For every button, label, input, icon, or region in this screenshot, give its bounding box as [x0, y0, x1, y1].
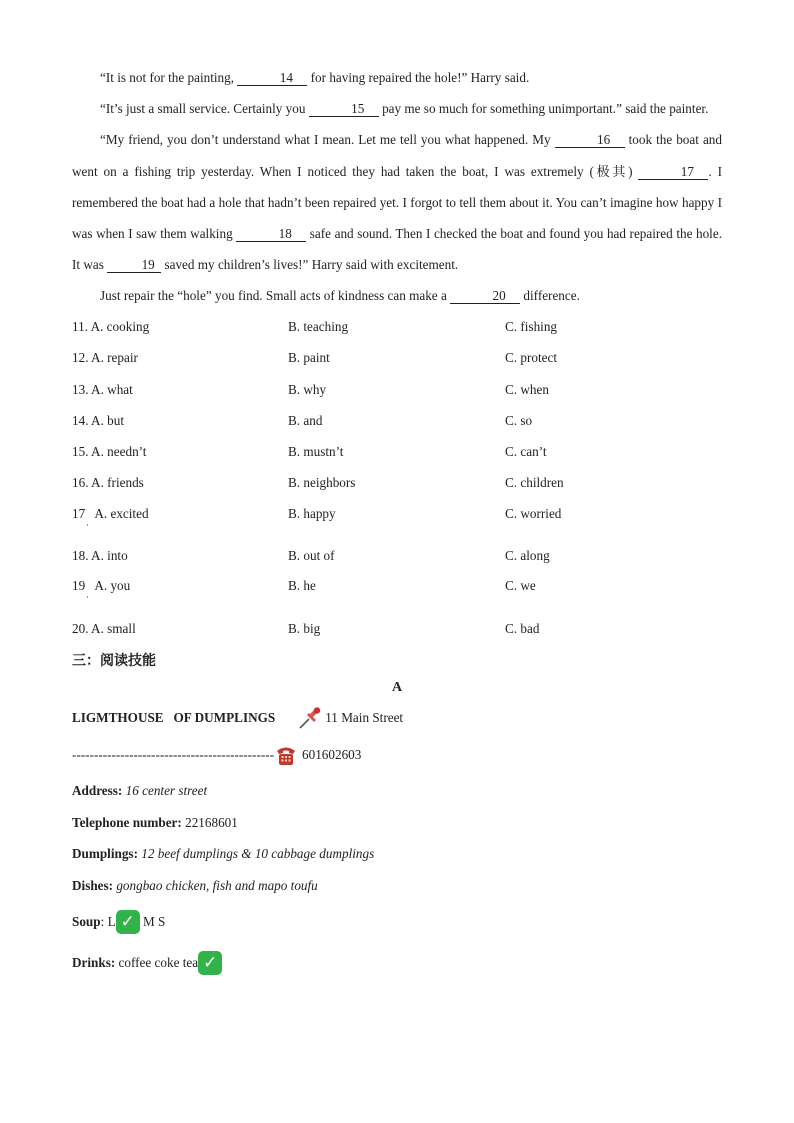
- text: “It’s just a small service. Certainly you: [100, 101, 309, 117]
- option-row: [72, 374, 722, 405]
- option-b[interactable]: B. out of: [288, 547, 335, 563]
- dumplings-label: Dumplings:: [72, 846, 142, 862]
- drinks-value: coffee coke tea: [118, 954, 199, 970]
- passage-paragraph-2: [72, 93, 722, 124]
- text: took the boat and went on a fishing trip yesterday. When I noticed they had taken the boat, I was extremely (极其): [72, 132, 722, 179]
- soup-size-m-s: M S: [139, 913, 166, 929]
- phone-line: [72, 734, 722, 776]
- option-c[interactable]: C. children: [505, 475, 564, 491]
- option-row: [72, 468, 722, 499]
- option-row: [72, 613, 722, 644]
- soup-line: [72, 902, 722, 942]
- telephone-value: 22168601: [185, 814, 238, 830]
- option-a[interactable]: 12. A. repair: [72, 350, 138, 366]
- street-address: 11 Main Street: [325, 709, 404, 725]
- text: “My friend, you don’t understand what I mean. Let me tell you what happened. My: [100, 132, 555, 148]
- dumplings-value: 12 beef dumplings & 10 cabbage dumplings: [141, 846, 375, 862]
- blank-16[interactable]: 16: [555, 132, 625, 148]
- option-row: [72, 571, 722, 613]
- option-c[interactable]: C. bad: [505, 620, 540, 636]
- blank-15[interactable]: 15: [309, 101, 379, 117]
- option-b[interactable]: B. happy: [288, 505, 336, 521]
- option-a[interactable]: 13. A. what: [72, 381, 133, 397]
- blank-18[interactable]: 18: [236, 226, 306, 242]
- stray-dot: ·: [86, 592, 89, 603]
- text: Just repair the “hole” you find. Small acts of kindness can make a: [100, 288, 451, 304]
- option-a[interactable]: [72, 506, 288, 528]
- option-b[interactable]: B. and: [288, 412, 323, 428]
- address-label: Address:: [72, 783, 126, 799]
- option-row: [72, 436, 722, 467]
- check-mark-icon: ✓: [198, 951, 222, 975]
- restaurant-name: LIGMTHOUSE OF DUMPLINGS: [72, 709, 276, 725]
- check-mark-icon: ✓: [116, 910, 140, 934]
- option-row: [72, 540, 722, 571]
- option-c[interactable]: C. fishing: [505, 319, 558, 335]
- blank-17[interactable]: 17: [638, 164, 708, 180]
- section-title: 三：阅读技能: [72, 653, 156, 670]
- telephone-icon: [274, 743, 298, 767]
- dishes-label: Dishes:: [72, 877, 117, 893]
- blank-20[interactable]: 20: [450, 288, 520, 304]
- option-a[interactable]: [72, 578, 288, 603]
- soup-size-l: : L: [100, 913, 116, 929]
- answer-options: [72, 312, 722, 645]
- option-b[interactable]: B. he: [288, 578, 316, 594]
- option-a[interactable]: 15. A. needn’t: [72, 443, 147, 459]
- text: “It is not for the painting,: [100, 70, 238, 85]
- dashed-separator: ----------------------------------------------: [72, 746, 275, 762]
- pushpin-icon: [297, 706, 323, 730]
- dishes-line: [72, 870, 722, 902]
- stray-dot: ·: [86, 519, 89, 530]
- address-value: 16 center street: [125, 783, 208, 799]
- soup-label: Soup: [72, 913, 101, 929]
- text: saved my children’s lives!” Harry said with excitement.: [161, 257, 459, 273]
- blank-14[interactable]: 14: [237, 70, 307, 86]
- dishes-value: gongbao chicken, fish and mapo toufu: [116, 877, 318, 893]
- option-a[interactable]: 18. A. into: [72, 547, 128, 563]
- option-a[interactable]: 11. A. cooking: [72, 319, 150, 335]
- text: for having repaired the hole!” Harry said.: [307, 70, 530, 85]
- option-c[interactable]: C. we: [505, 578, 536, 594]
- option-c[interactable]: C. can’t: [505, 443, 547, 459]
- option-a[interactable]: 16. A. friends: [72, 475, 144, 491]
- option-b[interactable]: B. big: [288, 620, 321, 636]
- dumplings-line: [72, 839, 722, 871]
- phone-number: 601602603: [302, 746, 362, 762]
- option-b[interactable]: B. paint: [288, 350, 330, 366]
- telephone-label: Telephone number:: [72, 814, 186, 830]
- option-c[interactable]: C. worried: [505, 505, 562, 521]
- option-c[interactable]: C. protect: [505, 350, 558, 366]
- restaurant-header: [72, 702, 722, 734]
- document-page: [72, 62, 722, 984]
- option-c[interactable]: C. when: [505, 381, 549, 397]
- option-c[interactable]: C. along: [505, 547, 550, 563]
- text: . I remembered the boat had a hole that hadn’t been repaired yet. I forgot to tell them about it. You can’t imagine how happy I was when I saw them walking: [72, 163, 722, 242]
- address-line: [72, 776, 722, 808]
- telephone-line: [72, 807, 722, 839]
- option-b[interactable]: B. neighbors: [288, 475, 356, 491]
- drinks-label: Drinks:: [72, 954, 119, 970]
- text: pay me so much for something unimportant.” said the painter.: [378, 101, 709, 117]
- option-c[interactable]: C. so: [505, 412, 533, 428]
- option-row: [72, 405, 722, 436]
- option-b[interactable]: B. mustn’t: [288, 443, 344, 459]
- passage-paragraph-1: [72, 62, 722, 93]
- text: difference.: [520, 288, 580, 304]
- option-b[interactable]: B. teaching: [288, 319, 349, 335]
- option-row: [72, 343, 722, 374]
- option-b[interactable]: B. why: [288, 381, 327, 397]
- drinks-line: [72, 942, 722, 984]
- option-a-label: 17 A. excited: [72, 505, 149, 521]
- option-row: [72, 499, 722, 541]
- passage-paragraph-3: [72, 124, 722, 280]
- text: safe and sound. Then I checked the boat and found you had repaired the hole. It was: [72, 226, 722, 273]
- option-row: [72, 312, 722, 343]
- option-a[interactable]: 20. A. small: [72, 620, 136, 636]
- passage-paragraph-4: [72, 280, 722, 311]
- subsection-title: A: [391, 680, 403, 696]
- option-a[interactable]: 14. A. but: [72, 412, 125, 428]
- blank-19[interactable]: 19: [107, 257, 161, 273]
- option-a-label: 19 A. you: [72, 578, 131, 594]
